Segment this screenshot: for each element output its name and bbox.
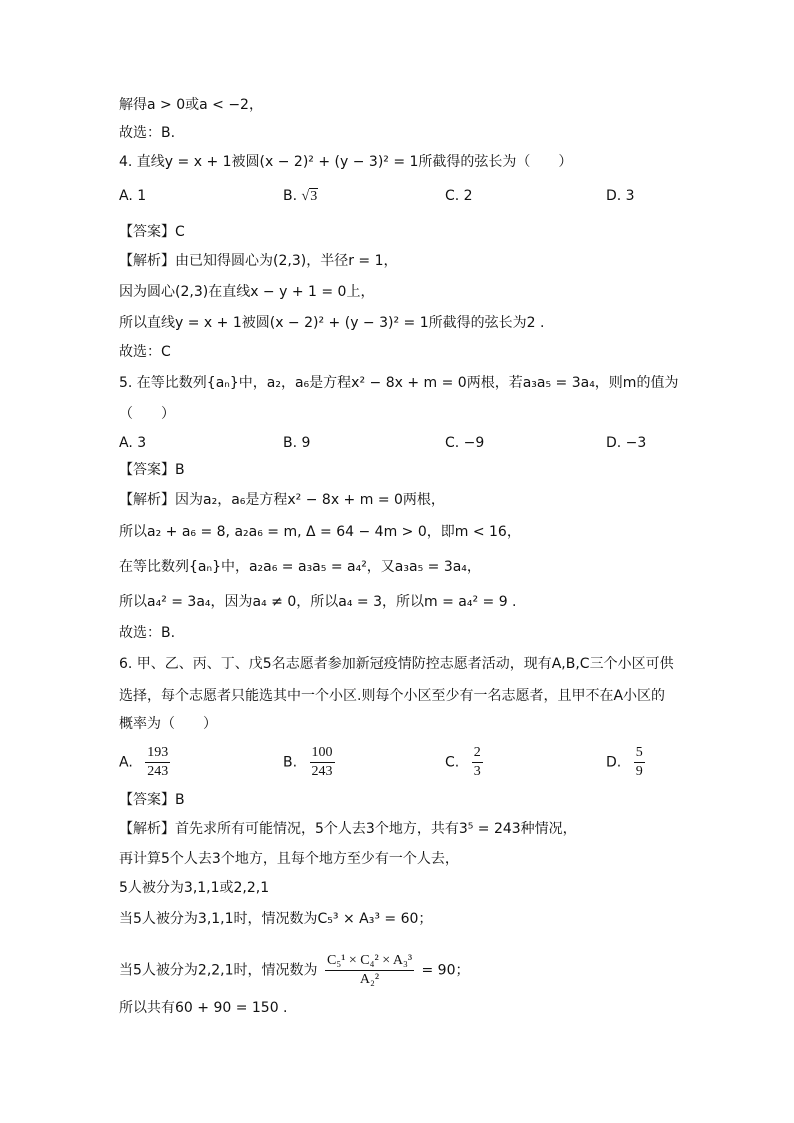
explanation-line: 【解析】首先求所有可能情况，5个人去3个地方，共有3⁵ = 243种情况， <box>119 821 577 837</box>
option-label: B. <box>283 754 298 771</box>
q5-option-c: C. −9 <box>445 435 485 451</box>
question-6-stem-cont: 概率为（ ） <box>119 716 217 732</box>
q4-option-c: C. 2 <box>445 188 473 204</box>
denominator: A₂² <box>359 972 380 987</box>
denominator: 243 <box>311 764 333 779</box>
explanation-text: = 90； <box>421 962 470 979</box>
q6-option-b <box>283 744 335 781</box>
fraction <box>310 744 335 781</box>
explanation-line: 【解析】因为a₂，a₆是方程x² − 8x + m = 0两根， <box>119 492 445 508</box>
text-line: 故选：B. <box>119 125 176 141</box>
explanation-line: 故选：C <box>119 344 171 360</box>
numerator: 2 <box>472 744 483 763</box>
answer-label: 【答案】B <box>119 462 185 478</box>
question-5-stem-cont: （ ） <box>119 406 175 422</box>
explanation-line: 所以a₄² = 3a₄，因为a₄ ≠ 0，所以a₄ = 3，所以m = a₄² = 9 . <box>119 594 517 610</box>
fraction <box>472 744 483 781</box>
q4-option-b <box>283 186 318 207</box>
option-label: D. <box>606 754 622 771</box>
explanation-line: 故选：B. <box>119 625 176 641</box>
answer-label: 【答案】C <box>119 224 185 240</box>
question-6-stem-cont: 选择，每个志愿者只能选其中一个小区.则每个小区至少有一名志愿者，且甲不在A小区的 <box>119 688 666 704</box>
denominator: 9 <box>635 764 643 779</box>
fraction <box>325 952 414 989</box>
fraction <box>634 744 645 781</box>
explanation-line: 再计算5个人去3个地方，且每个地方至少有一个人去， <box>119 851 459 867</box>
q6-option-a <box>119 744 170 781</box>
explanation-line: 所以a₂ + a₆ = 8, a₂a₆ = m, Δ = 64 − 4m > 0，即m < 16， <box>119 524 521 540</box>
answer-label: 【答案】B <box>119 792 185 808</box>
explanation-text: 当5人被分为2,2,1时，情况数为 <box>119 962 318 979</box>
numerator: C₅¹ × C₄² × A₃³ <box>325 952 414 971</box>
sqrt-expression: √3 <box>301 189 318 204</box>
numerator: 5 <box>634 744 645 763</box>
q4-option-d: D. 3 <box>606 188 635 204</box>
option-label: C. <box>445 754 460 771</box>
explanation-line: 在等比数列{aₙ}中，a₂a₆ = a₃a₅ = a₄²，又a₃a₅ = 3a₄， <box>119 559 481 575</box>
numerator: 193 <box>145 744 170 763</box>
explanation-line: 因为圆心(2,3)在直线x − y + 1 = 0上， <box>119 284 375 300</box>
explanation-line: 所以共有60 + 90 = 150 . <box>119 1000 288 1016</box>
explanation-line: 5人被分为3,1,1或2,2,1 <box>119 880 270 896</box>
q5-option-a: A. 3 <box>119 435 147 451</box>
fraction <box>145 744 170 781</box>
q6-option-c <box>445 744 483 781</box>
numerator: 100 <box>310 744 335 763</box>
explanation-line: 所以直线y = x + 1被圆(x − 2)² + (y − 3)² = 1所截得的弦长为2 . <box>119 315 545 331</box>
text-line: 解得a > 0或a < −2， <box>119 97 263 113</box>
explanation-line <box>119 952 469 989</box>
q5-option-d: D. −3 <box>606 435 647 451</box>
question-4-stem: 4. 直线y = x + 1被圆(x − 2)² + (y − 3)² = 1所截得的弦长为（ ） <box>119 154 573 170</box>
q5-option-b: B. 9 <box>283 435 311 451</box>
denominator: 243 <box>147 764 169 779</box>
question-6-stem: 6. 甲、乙、丙、丁、戊5名志愿者参加新冠疫情防控志愿者活动，现有A,B,C三个小区可供 <box>119 656 674 672</box>
explanation-line: 【解析】由已知得圆心为(2,3)，半径r = 1， <box>119 253 398 269</box>
radicand: 3 <box>310 189 318 204</box>
question-5-stem: 5. 在等比数列{aₙ}中，a₂，a₆是方程x² − 8x + m = 0两根，若a₃a₅ = 3a₄，则m的值为 <box>119 375 679 391</box>
denominator: 3 <box>473 764 481 779</box>
q6-option-d <box>606 744 645 781</box>
option-label: A. <box>119 754 133 771</box>
explanation-line: 当5人被分为3,1,1时，情况数为C₅³ × A₃³ = 60； <box>119 911 433 927</box>
q4-option-a: A. 1 <box>119 188 147 204</box>
option-label: B. <box>283 188 298 204</box>
